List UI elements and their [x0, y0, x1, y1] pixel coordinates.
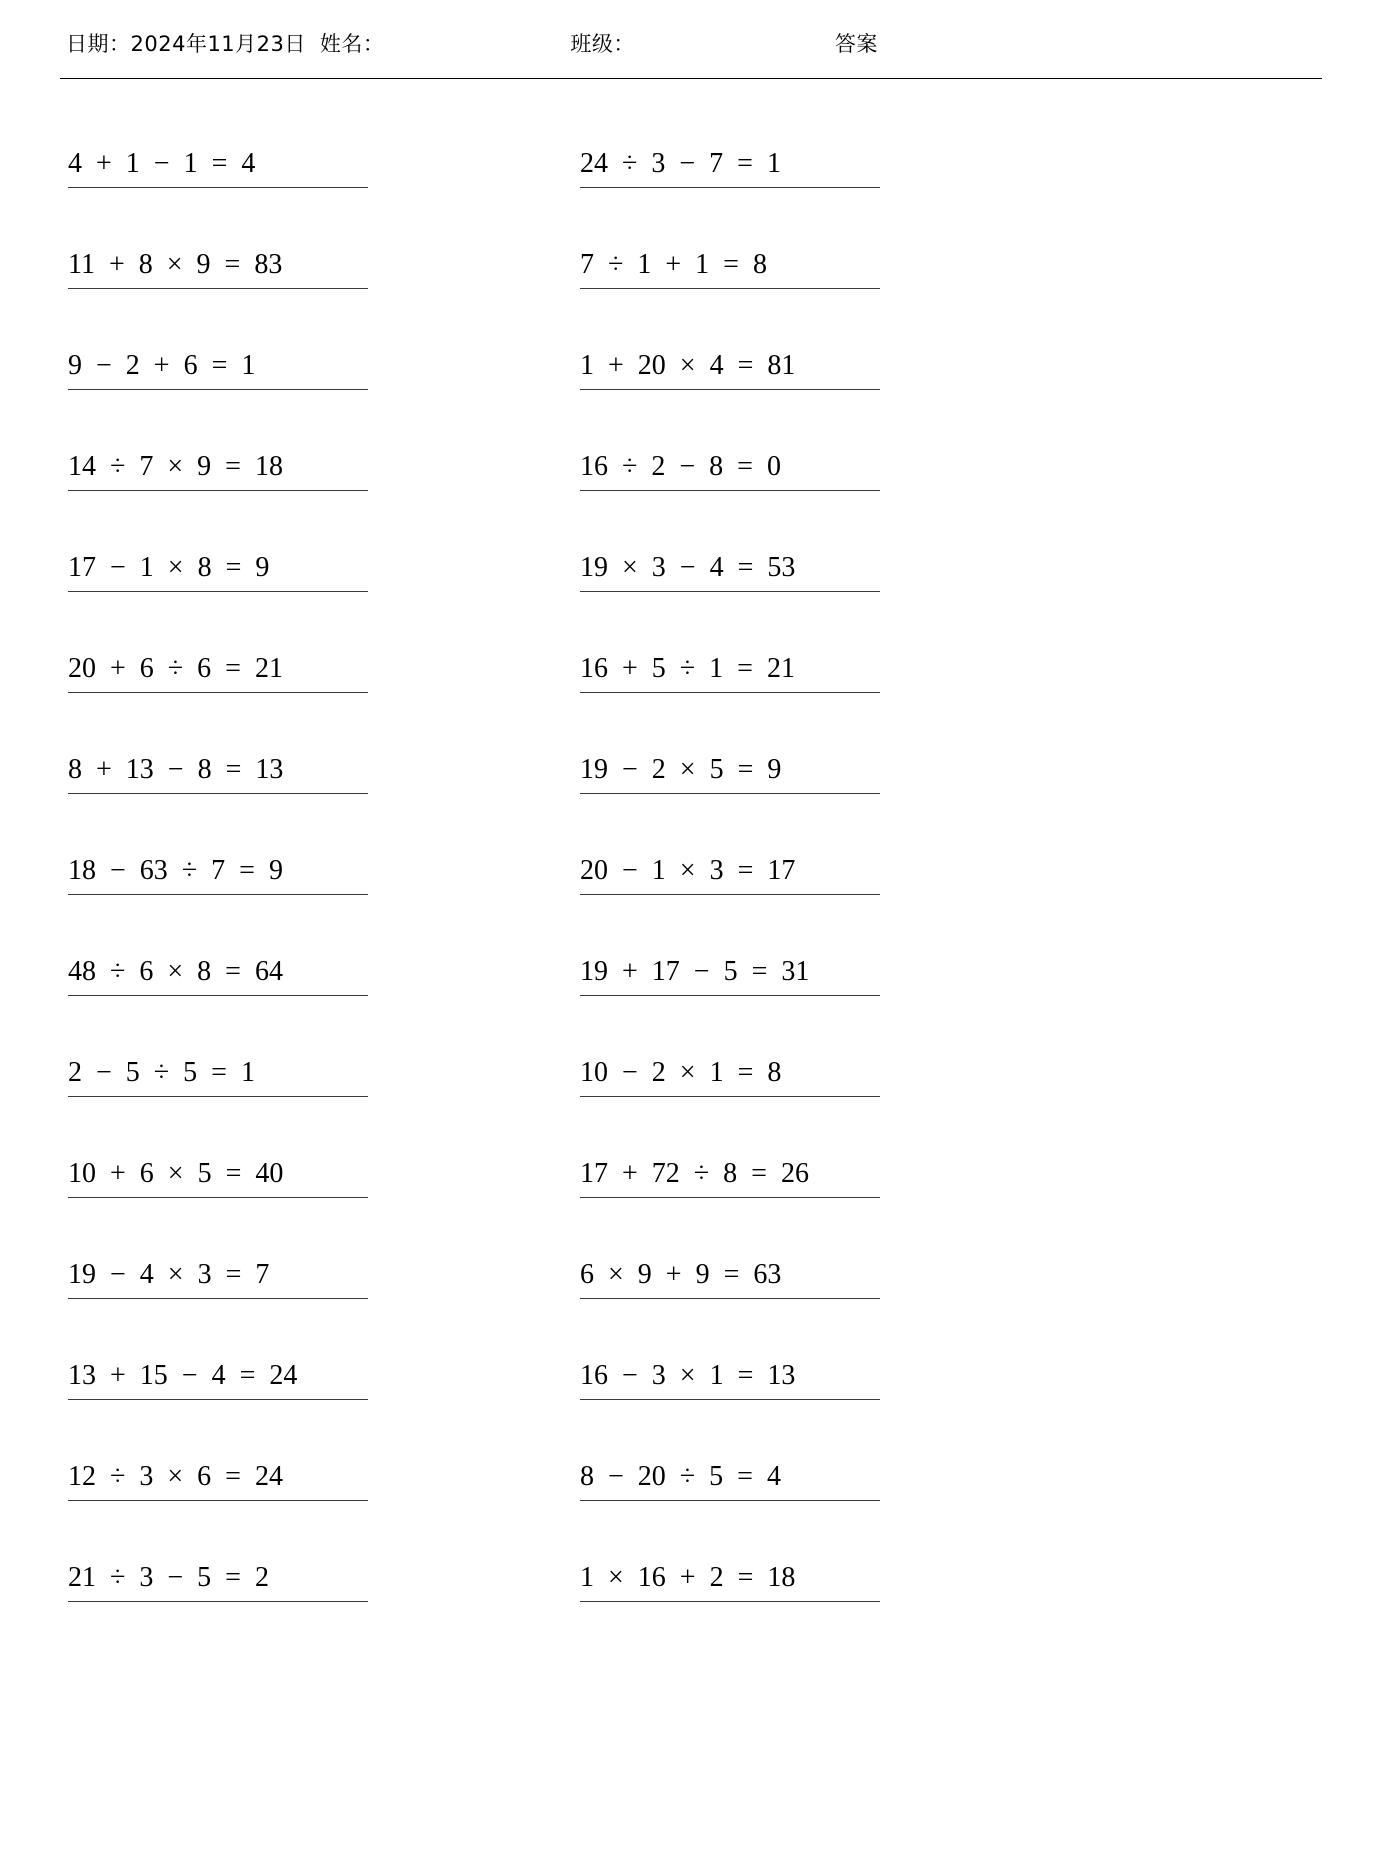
- equation-line: 10 − 2 × 1 = 8: [580, 1055, 880, 1097]
- header-divider: [60, 78, 1322, 79]
- problem-cell: [60, 1414, 580, 1515]
- equation-line: 12 ÷ 3 × 6 = 24: [68, 1459, 368, 1501]
- equation-line: 10 + 6 × 5 = 40: [68, 1156, 368, 1198]
- problem-cell: [60, 606, 580, 707]
- equation-line: 8 − 20 ÷ 5 = 4: [580, 1459, 880, 1501]
- problem-cell: [580, 303, 1321, 404]
- problem-cell: [580, 1515, 1321, 1616]
- equation-line: 1 × 16 + 2 = 18: [580, 1560, 880, 1602]
- equation-line: 4 + 1 − 1 = 4: [68, 146, 368, 188]
- problem-cell: [580, 1111, 1321, 1212]
- problem-cell: [580, 606, 1321, 707]
- equation-line: 8 + 13 − 8 = 13: [68, 752, 368, 794]
- worksheet-header: [60, 28, 1321, 68]
- equation-line: 7 ÷ 1 + 1 = 8: [580, 247, 880, 289]
- problem-cell: [60, 808, 580, 909]
- problem-cell: [60, 1212, 580, 1313]
- problem-cell: [60, 202, 580, 303]
- equation-line: 17 + 72 ÷ 8 = 26: [580, 1156, 880, 1198]
- equation-line: 14 ÷ 7 × 9 = 18: [68, 449, 368, 491]
- equation-line: 20 + 6 ÷ 6 = 21: [68, 651, 368, 693]
- equation-line: 18 − 63 ÷ 7 = 9: [68, 853, 368, 895]
- problem-cell: [60, 1010, 580, 1111]
- equation-line: 1 + 20 × 4 = 81: [580, 348, 880, 390]
- problem-cell: [60, 1111, 580, 1212]
- problem-cell: [60, 101, 580, 202]
- equation-line: 16 + 5 ÷ 1 = 21: [580, 651, 880, 693]
- answer-label: 答案: [834, 32, 878, 56]
- problem-cell: [580, 404, 1321, 505]
- date-label: 日期：2024年11月23日: [66, 32, 306, 56]
- problem-cell: [60, 303, 580, 404]
- problem-cell: [580, 101, 1321, 202]
- problem-cell: [60, 1313, 580, 1414]
- problem-cell: [580, 1414, 1321, 1515]
- problem-cell: [60, 404, 580, 505]
- equation-line: 19 + 17 − 5 = 31: [580, 954, 880, 996]
- equation-line: 20 − 1 × 3 = 17: [580, 853, 880, 895]
- problem-cell: [580, 909, 1321, 1010]
- equation-line: 11 + 8 × 9 = 83: [68, 247, 368, 289]
- equation-line: 13 + 15 − 4 = 24: [68, 1358, 368, 1400]
- equation-line: 9 − 2 + 6 = 1: [68, 348, 368, 390]
- equation-line: 48 ÷ 6 × 8 = 64: [68, 954, 368, 996]
- problem-cell: [60, 909, 580, 1010]
- equation-line: 24 ÷ 3 − 7 = 1: [580, 146, 880, 188]
- problem-cell: [580, 1212, 1321, 1313]
- problem-cell: [60, 505, 580, 606]
- equation-line: 16 ÷ 2 − 8 = 0: [580, 449, 880, 491]
- equation-line: 19 − 4 × 3 = 7: [68, 1257, 368, 1299]
- equation-line: 17 − 1 × 8 = 9: [68, 550, 368, 592]
- equation-line: 19 − 2 × 5 = 9: [580, 752, 880, 794]
- problem-cell: [580, 1010, 1321, 1111]
- problem-cell: [60, 1515, 580, 1616]
- problem-cell: [580, 505, 1321, 606]
- equation-line: 2 − 5 ÷ 5 = 1: [68, 1055, 368, 1097]
- problem-cell: [580, 1313, 1321, 1414]
- equation-line: 6 × 9 + 9 = 63: [580, 1257, 880, 1299]
- equation-line: 19 × 3 − 4 = 53: [580, 550, 880, 592]
- equation-line: 16 − 3 × 1 = 13: [580, 1358, 880, 1400]
- name-label: 姓名：: [319, 32, 385, 56]
- problem-grid: [60, 101, 1321, 1616]
- problem-cell: [60, 707, 580, 808]
- problem-cell: [580, 202, 1321, 303]
- problem-cell: [580, 808, 1321, 909]
- equation-line: 21 ÷ 3 − 5 = 2: [68, 1560, 368, 1602]
- class-label: 班级：: [570, 32, 635, 56]
- problem-cell: [580, 707, 1321, 808]
